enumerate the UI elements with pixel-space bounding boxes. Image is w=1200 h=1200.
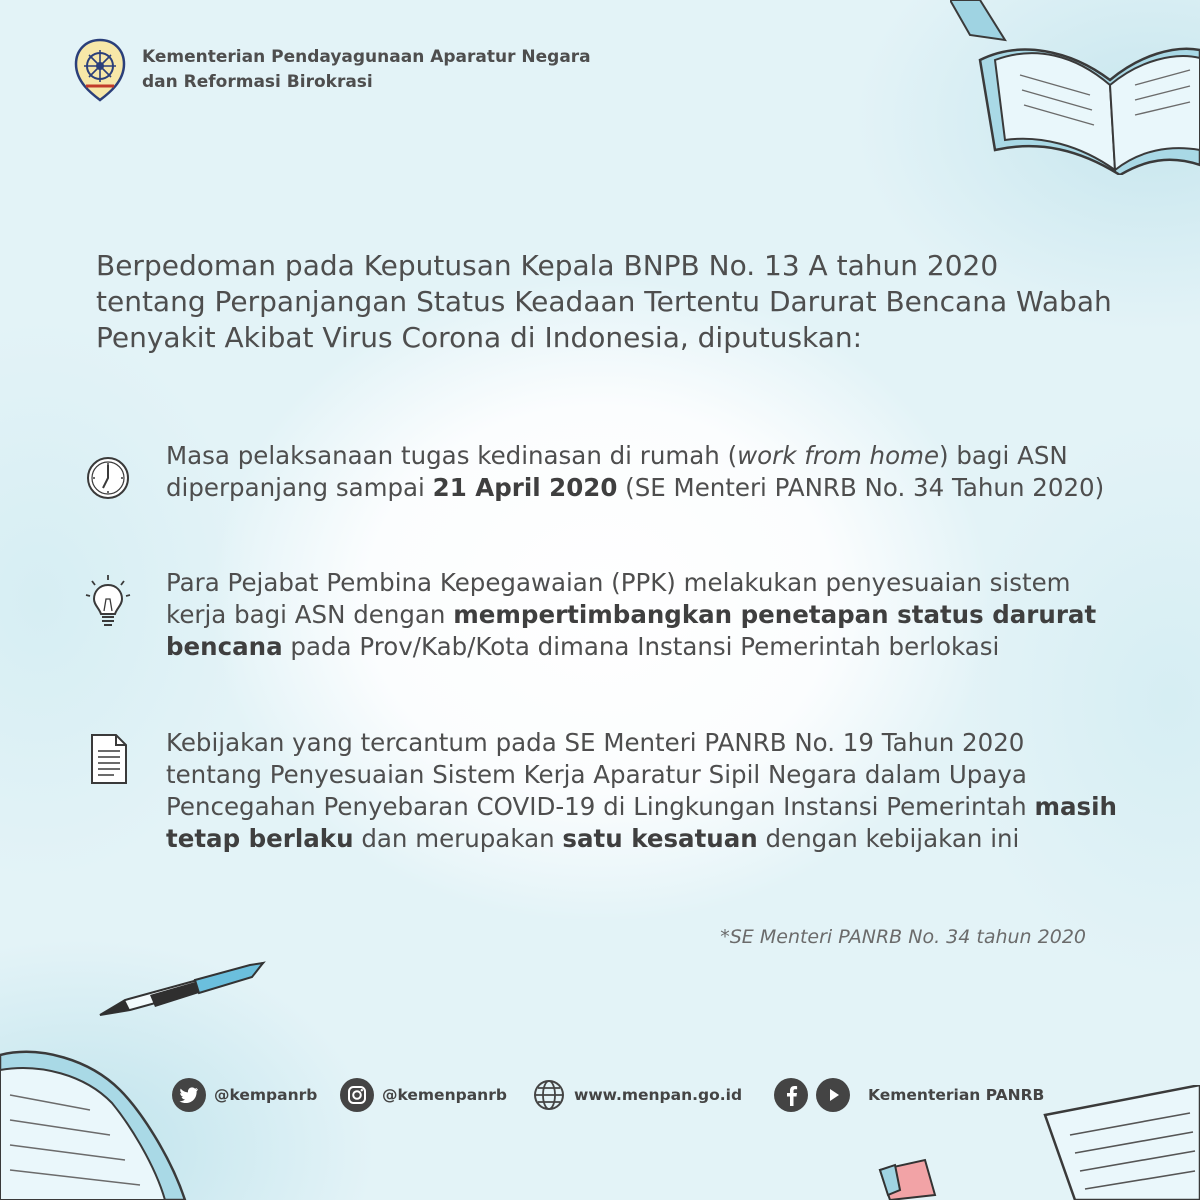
list-item-work-from-home [84, 440, 1124, 504]
text-bold: masih tetap berlaku [166, 792, 1117, 853]
text-run: (SE Menteri PANRB No. 34 Tahun 2020) [617, 473, 1105, 502]
text-run: Masa pelaksanaan tugas kedinasan di rumah ( [166, 441, 738, 470]
lightbulb-icon [84, 573, 136, 633]
twitter-icon [172, 1078, 206, 1112]
organization-name-line1: Kementerian Pendayagunaan Aparatur Negara [142, 47, 591, 67]
text-bold: 21 April 2020 [432, 473, 618, 502]
eraser-icon [870, 1150, 940, 1200]
instagram-icon [340, 1078, 374, 1112]
twitter-handle: @kempanrb [214, 1086, 318, 1104]
document-icon [84, 731, 136, 787]
youtube-icon [816, 1078, 850, 1112]
website-link[interactable] [532, 1078, 742, 1112]
text-run: dan merupakan [353, 824, 563, 853]
text-italic: work from home [737, 441, 940, 470]
list-item-ppk [84, 567, 1124, 663]
header [72, 38, 591, 102]
facebook-youtube-name: Kementerian PANRB [868, 1086, 1045, 1104]
facebook-icon [774, 1078, 808, 1112]
text-run: pada Prov/Kab/Kota dimana Instansi Pemerintah berlokasi [282, 632, 1000, 661]
list-item-text [166, 567, 1124, 663]
instagram-handle: @kemenpanrb [382, 1086, 507, 1104]
text-bold: mempertimbangkan penetapan status darurat bencana [166, 600, 1097, 661]
text-run: Para Pejabat Pembina Kepegawaian (PPK) melakukan penyesuaian sistem kerja bagi ASN dengan [166, 568, 1071, 629]
text-bold: satu kesatuan [562, 824, 758, 853]
pen-icon [95, 955, 275, 1025]
ministry-logo-icon [72, 38, 128, 102]
organization-name-line2: dan Reformasi Birokrasi [142, 72, 373, 92]
twitter-link[interactable] [172, 1078, 317, 1112]
footer-social-bar [0, 1070, 1200, 1120]
text-run: dengan kebijakan ini [757, 824, 1020, 853]
clock-icon [84, 452, 136, 504]
open-book-top-right-icon [950, 0, 1200, 175]
text-run: ) bagi ASN diperpanjang sampai [166, 441, 1068, 502]
list-item-policy [84, 727, 1124, 855]
list-item-text [166, 440, 1124, 504]
globe-icon [532, 1078, 566, 1112]
facebook-youtube-link[interactable] [774, 1078, 1044, 1112]
source-note: *SE Menteri PANRB No. 34 tahun 2020 [720, 926, 1086, 948]
website-url: www.menpan.go.id [574, 1086, 743, 1104]
instagram-link[interactable] [340, 1078, 507, 1112]
organization-name [142, 45, 591, 95]
intro-paragraph: Berpedoman pada Keputusan Kepala BNPB No. 13 A tahun 2020 tentang Perpanjangan Status Keadaan Tertentu Darurat Bencana Wabah Penyakit Akibat Virus Corona di Indonesia, diputuskan: [96, 249, 1112, 354]
list-item-text [166, 727, 1124, 855]
text-run: Kebijakan yang tercantum pada SE Menteri PANRB No. 19 Tahun 2020 tentang Penyesuaian Sistem Kerja Aparatur Sipil Negara dalam Upaya Pencegahan Penyebaran COVID-19 di Lingkungan Instansi Pemerintah [166, 728, 1035, 821]
